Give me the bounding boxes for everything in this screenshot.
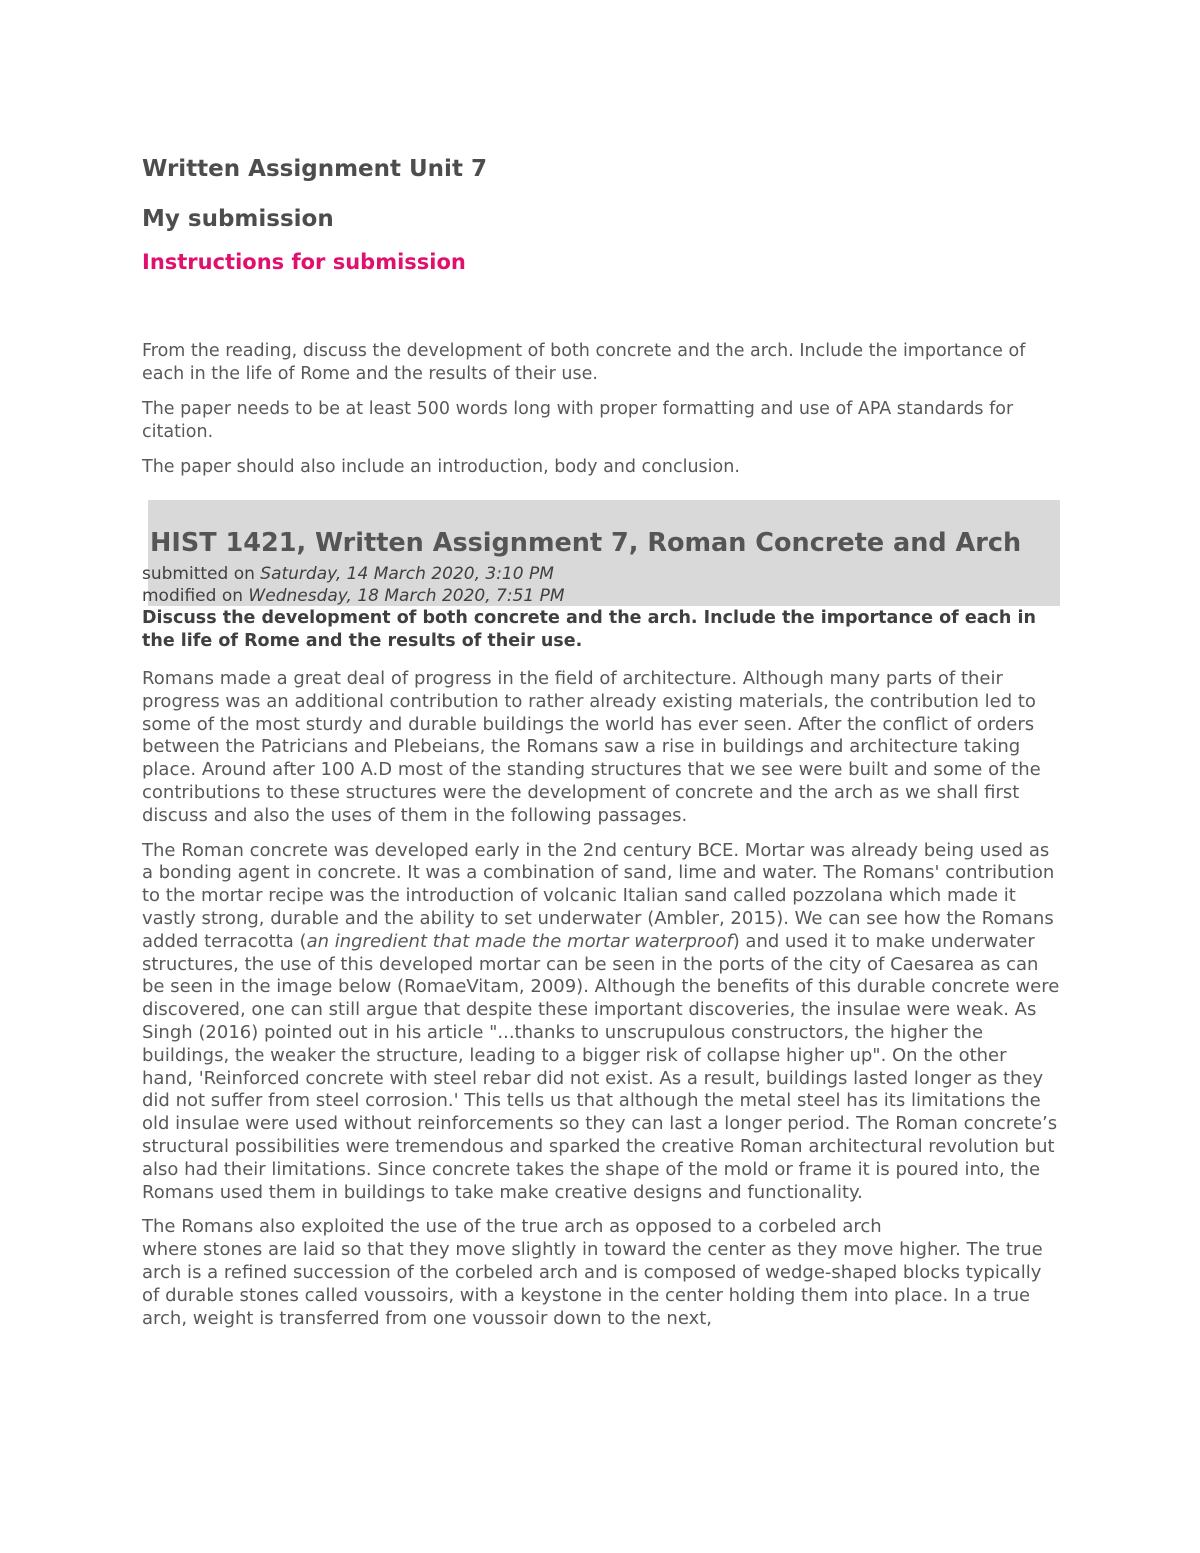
essay-text: ) and used it to make underwater structures, the use of this developed mortar can be seen in the ports of the city of Caesarea as can be seen in the image below (RomaeVitam, 2009). Although the benefits of this durable concrete were discovered, one can still argue that despite these important discoveries, the insulae were weak. As Singh (2016) pointed out in his article "...thanks to unscrupulous constructors, the higher the buildings, the weaker the structure, leading to a bigger risk of collapse higher up". On the other hand, 'Reinforced concrete with steel rebar did not exist. As a result, buildings lasted longer as they did not suffer from steel corrosion.' This tells us that although the metal steel has its limitations the old insulae were used without reinforcements so they can last a longer period. The Roman concrete’s structural possibilities were tremendous and sparked the creative Roman architectural revolution but also had their limitations. Since concrete takes the shape of the mold or frame it is poured into, the Romans used them in buildings to take make creative designs and functionality. [142, 930, 1060, 1203]
instruction-paragraph: The paper needs to be at least 500 words long with proper formatting and use of APA standards for citation. [142, 399, 1014, 442]
instruction-paragraph: The paper should also include an introduction, body and conclusion. [142, 457, 740, 477]
essay-paragraph-3 [142, 1216, 1062, 1330]
modified-label: modified on [142, 586, 249, 606]
instructions-heading: Instructions for submission [142, 250, 466, 274]
submission-heading: My submission [142, 206, 334, 232]
essay-text: where stones are laid so that they move slightly in toward the center as they move higher. The true arch is a refined succession of the corbeled arch and is composed of wedge-shaped blocks typically of durable stones called voussoirs, with a keystone in the center holding them into place. In a true arch, weight is transferred from one voussoir down to the next, [142, 1239, 1043, 1329]
modified-line [142, 585, 565, 607]
instruction-paragraph: From the reading, discuss the development of both concrete and the arch. Include the importance of each in the life of Rome and the results of their use. [142, 341, 1026, 384]
essay-text: The Roman concrete was developed early in the 2nd century BCE. Mortar was already being used as a bonding agent in concrete. It was a combination of sand, lime and water. The Romans' contribution to the mortar recipe was the introduction of volcanic Italian sand called pozzolana which made it vastly strong, durable and the ability to set underwater (Ambler, 2015). We can see how the Romans added terracotta ( [142, 839, 1055, 952]
modified-date: Wednesday, 18 March 2020, 7:51 PM [248, 586, 565, 606]
instructions-body [142, 340, 1042, 491]
page-title: Written Assignment Unit 7 [142, 156, 487, 182]
essay-paragraph-1: Romans made a great deal of progress in the field of architecture. Although many parts of their progress was an additional contribution to rather already existing materials, the contribution led to some of the most sturdy and durable buildings the world has ever seen. After the conflict of orders between the Patricians and Plebeians, the Romans saw a rise in buildings and architecture taking place. Around after 100 A.D most of the standing structures that we see were built and some of the contributions to these structures were the development of concrete and the arch as we shall first discuss and also the uses of them in the following passages. [142, 668, 1041, 826]
essay-paragraph-2 [142, 840, 1062, 1205]
essay-body [142, 668, 1062, 1342]
essay-italic-text: an ingredient that made the mortar waterproof [306, 930, 733, 952]
submitted-date: Saturday, 14 March 2020, 3:10 PM [260, 564, 554, 584]
submitted-line [142, 563, 565, 585]
essay-prompt: Discuss the development of both concrete and the arch. Include the importance of each in the life of Rome and the results of their use. [142, 608, 1036, 651]
essay-text: The Romans also exploited the use of the true arch as opposed to a corbeled arch [142, 1216, 882, 1238]
submission-meta [142, 563, 565, 607]
submitted-label: submitted on [142, 564, 261, 584]
submission-title: HIST 1421, Written Assignment 7, Roman Concrete and Arch [150, 528, 1022, 558]
